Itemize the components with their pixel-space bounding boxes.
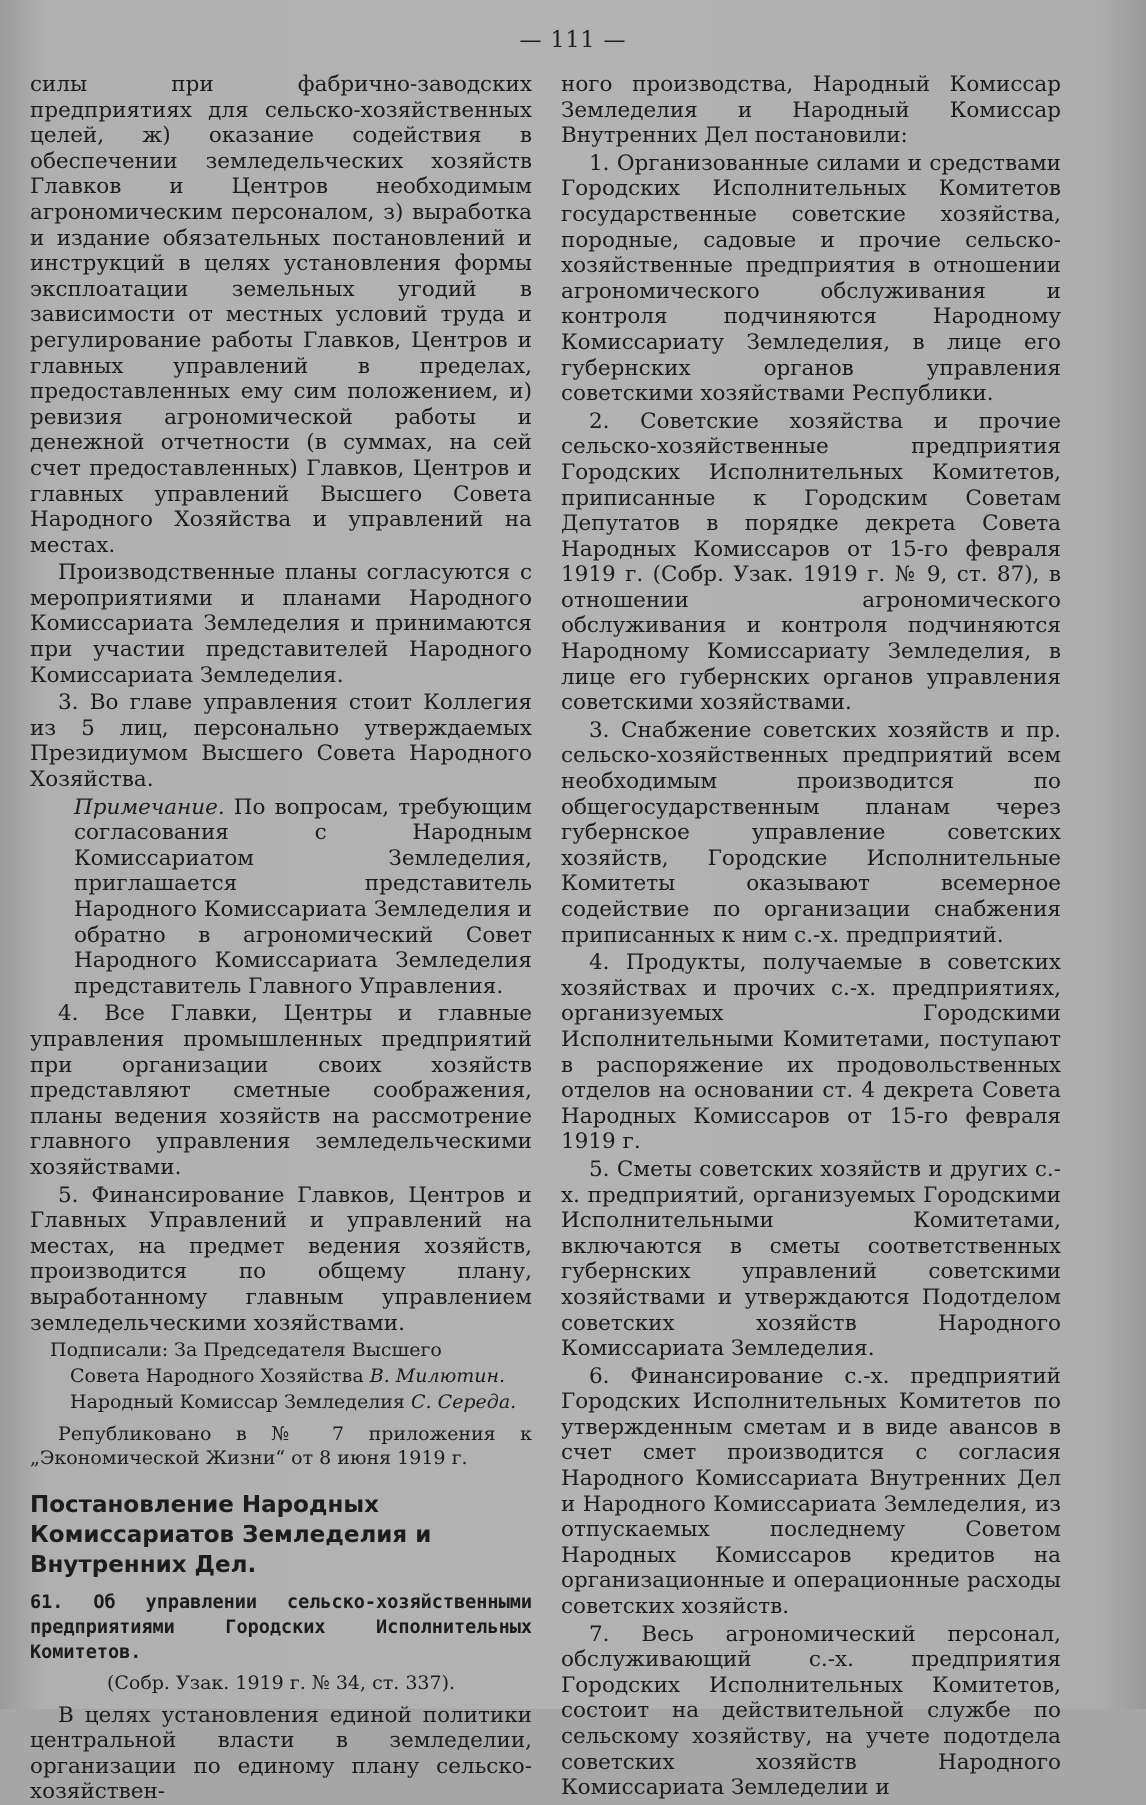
signer-name: С. Середа. [410, 1391, 517, 1414]
paragraph: В целях установления единой политики центральной власти в земледелии, организации по единому плану сельско-хозяйствен- [30, 1702, 532, 1805]
paragraph: ного производства, Народный Комиссар Земледелия и Народный Комиссар Внутренних Дел постановили: [561, 72, 1061, 149]
decree-title: 61. Об управлении сельско-хозяйственными предприятиями Городских Исполнительных Комитетов. [30, 1592, 532, 1664]
paragraph: силы при фабрично-заводских предприятиях для сельско-хозяйственных целей, ж) оказание содействия в обеспечении земледельческих хозяйств Главков и Центров необходимым агрономическим персоналом, з) выработка и издание обязательных постановлений и инструкций в целях установления формы эксплоатации земельных угодий в зависимости от местных условий труда и регулирование работы Главков, Центров и главных управлений в пределах, предоставленных ему сим положением, и) ревизия агрономической работы и денежной отчетности (в суммах, на сей счет предоставленных) Главков, Центров и главных управлений Высшего Совета Народного Хозяйства и управлений на местах. [30, 72, 532, 558]
paragraph: 7. Весь агрономический персонал, обслуживающий с.-х. предприятия Городских Исполнительных Комитетов, состоит на действительной службе по сельскому хозяйству, на учете подотдела советских хозяйств Народного Комиссариата Земледелии и [561, 1621, 1061, 1801]
note-paragraph [30, 795, 532, 1000]
paragraph: 5. Сметы советских хозяйств и других с.-х. предприятий, организуемых Городскими Исполнительными Комитетами, включаются в сметы соответственных губернских управлений советскими хозяйствами и утверждаются Подотделом советских хозяйств Народного Комиссариата Земледелия. [561, 1156, 1061, 1362]
signatures-line-2: Совета Народного Хозяйства В. Милютин. [70, 1365, 506, 1388]
paragraph: Производственные планы согласуются с мероприятиями и планами Народного Комиссариата Земледелия и принимаются при участии представителей Народного Комиссариата Земледелия. [30, 560, 532, 688]
paragraph: 6. Финансирование с.-х. предприятий Городских Исполнительных Комитетов по утвержденным сметам и в виде авансов в счет смет производится с согласия Народного Комиссариата Внутренних Дел и Народного Комиссариата Земледелия, из отпускаемых последнему Советом Народных Комиссаров кредитов на организационные и операционные расходы советских хозяйств. [561, 1363, 1061, 1620]
left-column [30, 72, 532, 1805]
paragraph: 4. Все Главки, Центры и главные управления промышленных предприятий при организации своих хозяйств представляют сметные соображения, планы ведения хозяйств на рассмотрение главного управления земледельческими хозяйствами. [30, 1001, 532, 1180]
right-column [561, 72, 1061, 1801]
note-text: По вопросам, требующим согласования с Народным Комиссариатом Земледелия, приглашается представитель Народного Комиссариата Земледелия и обратно в агрономический Совет Народного Комиссариата Земледелия представитель Главного Управления. [74, 794, 532, 999]
republication-note: Републиковано в № 7 приложения к „Экономической Жизни“ от 8 июня 1919 г. [30, 1423, 532, 1470]
paragraph: 4. Продукты, получаемые в советских хозяйствах и прочих с.-х. предприятиях, организуемых Городскими Исполнительными Комитетами, поступают в распоряжение их продовольственных отделов на основании ст. 4 декрета Совета Народных Комиссаров от 15-го февраля 1919 г. [561, 950, 1061, 1155]
note-label: Примечание. [74, 794, 225, 820]
paragraph: 1. Организованные силами и средствами Городских Исполнительных Комитетов государственные советские хозяйства, породные, садовые и прочие сельско-хозяйственные предприятия в отношении агрономического обслуживания и контроля подчиняются Народному Комиссариату Земледелия, в лице его губернских органов управления советскими хозяйствами Республики. [561, 150, 1061, 407]
section-heading: Постановление Народных Комиссариатов Земледелия и Внутренних Дел. [30, 1492, 432, 1579]
decree-source: (Собр. Узак. 1919 г. № 34, ст. 337). [106, 1672, 456, 1695]
signer-name: В. Милютин. [369, 1365, 506, 1388]
paragraph: 3. Снабжение советских хозяйств и пр. сельско-хозяйственных предприятий всем необходимым производится по общегосударственным планам через губернское управление советских хозяйств, Городские Исполнительные Комитеты оказывают всемерное содействие по организации снабжения приписанных к ним с.-х. предприятий. [561, 717, 1061, 948]
signatures-line-3: Народный Комиссар Земледелия С. Середа. [70, 1391, 517, 1414]
paragraph: 2. Советские хозяйства и прочие сельско-хозяйственные предприятия Городских Исполнительных Комитетов, приписанные к Городским Советам Депутатов в порядке декрета Совета Народных Комиссаров от 15-го февраля 1919 г. (Собр. Узак. 1919 г. № 9, ст. 87), в отношении агрономического обслуживания и контроля подчиняются Народному Комиссариату Земледелия, в лице его губернских органов управления советскими хозяйствами. [561, 408, 1061, 716]
paragraph: 3. Во главе управления стоит Коллегия из 5 лиц, персонально утверждаемых Президиумом Высшего Совета Народного Хозяйства. [30, 690, 532, 793]
signatures-line-1: Подписали: За Председателя Высшего [50, 1339, 442, 1362]
paragraph: 5. Финансирование Главков, Центров и Главных Управлений и управлений на местах, на предмет ведения хозяйств, производится по общему плану, выработанному главным управлением земледельческими хозяйствами. [30, 1182, 532, 1336]
page-number: — 111 — [519, 28, 627, 53]
